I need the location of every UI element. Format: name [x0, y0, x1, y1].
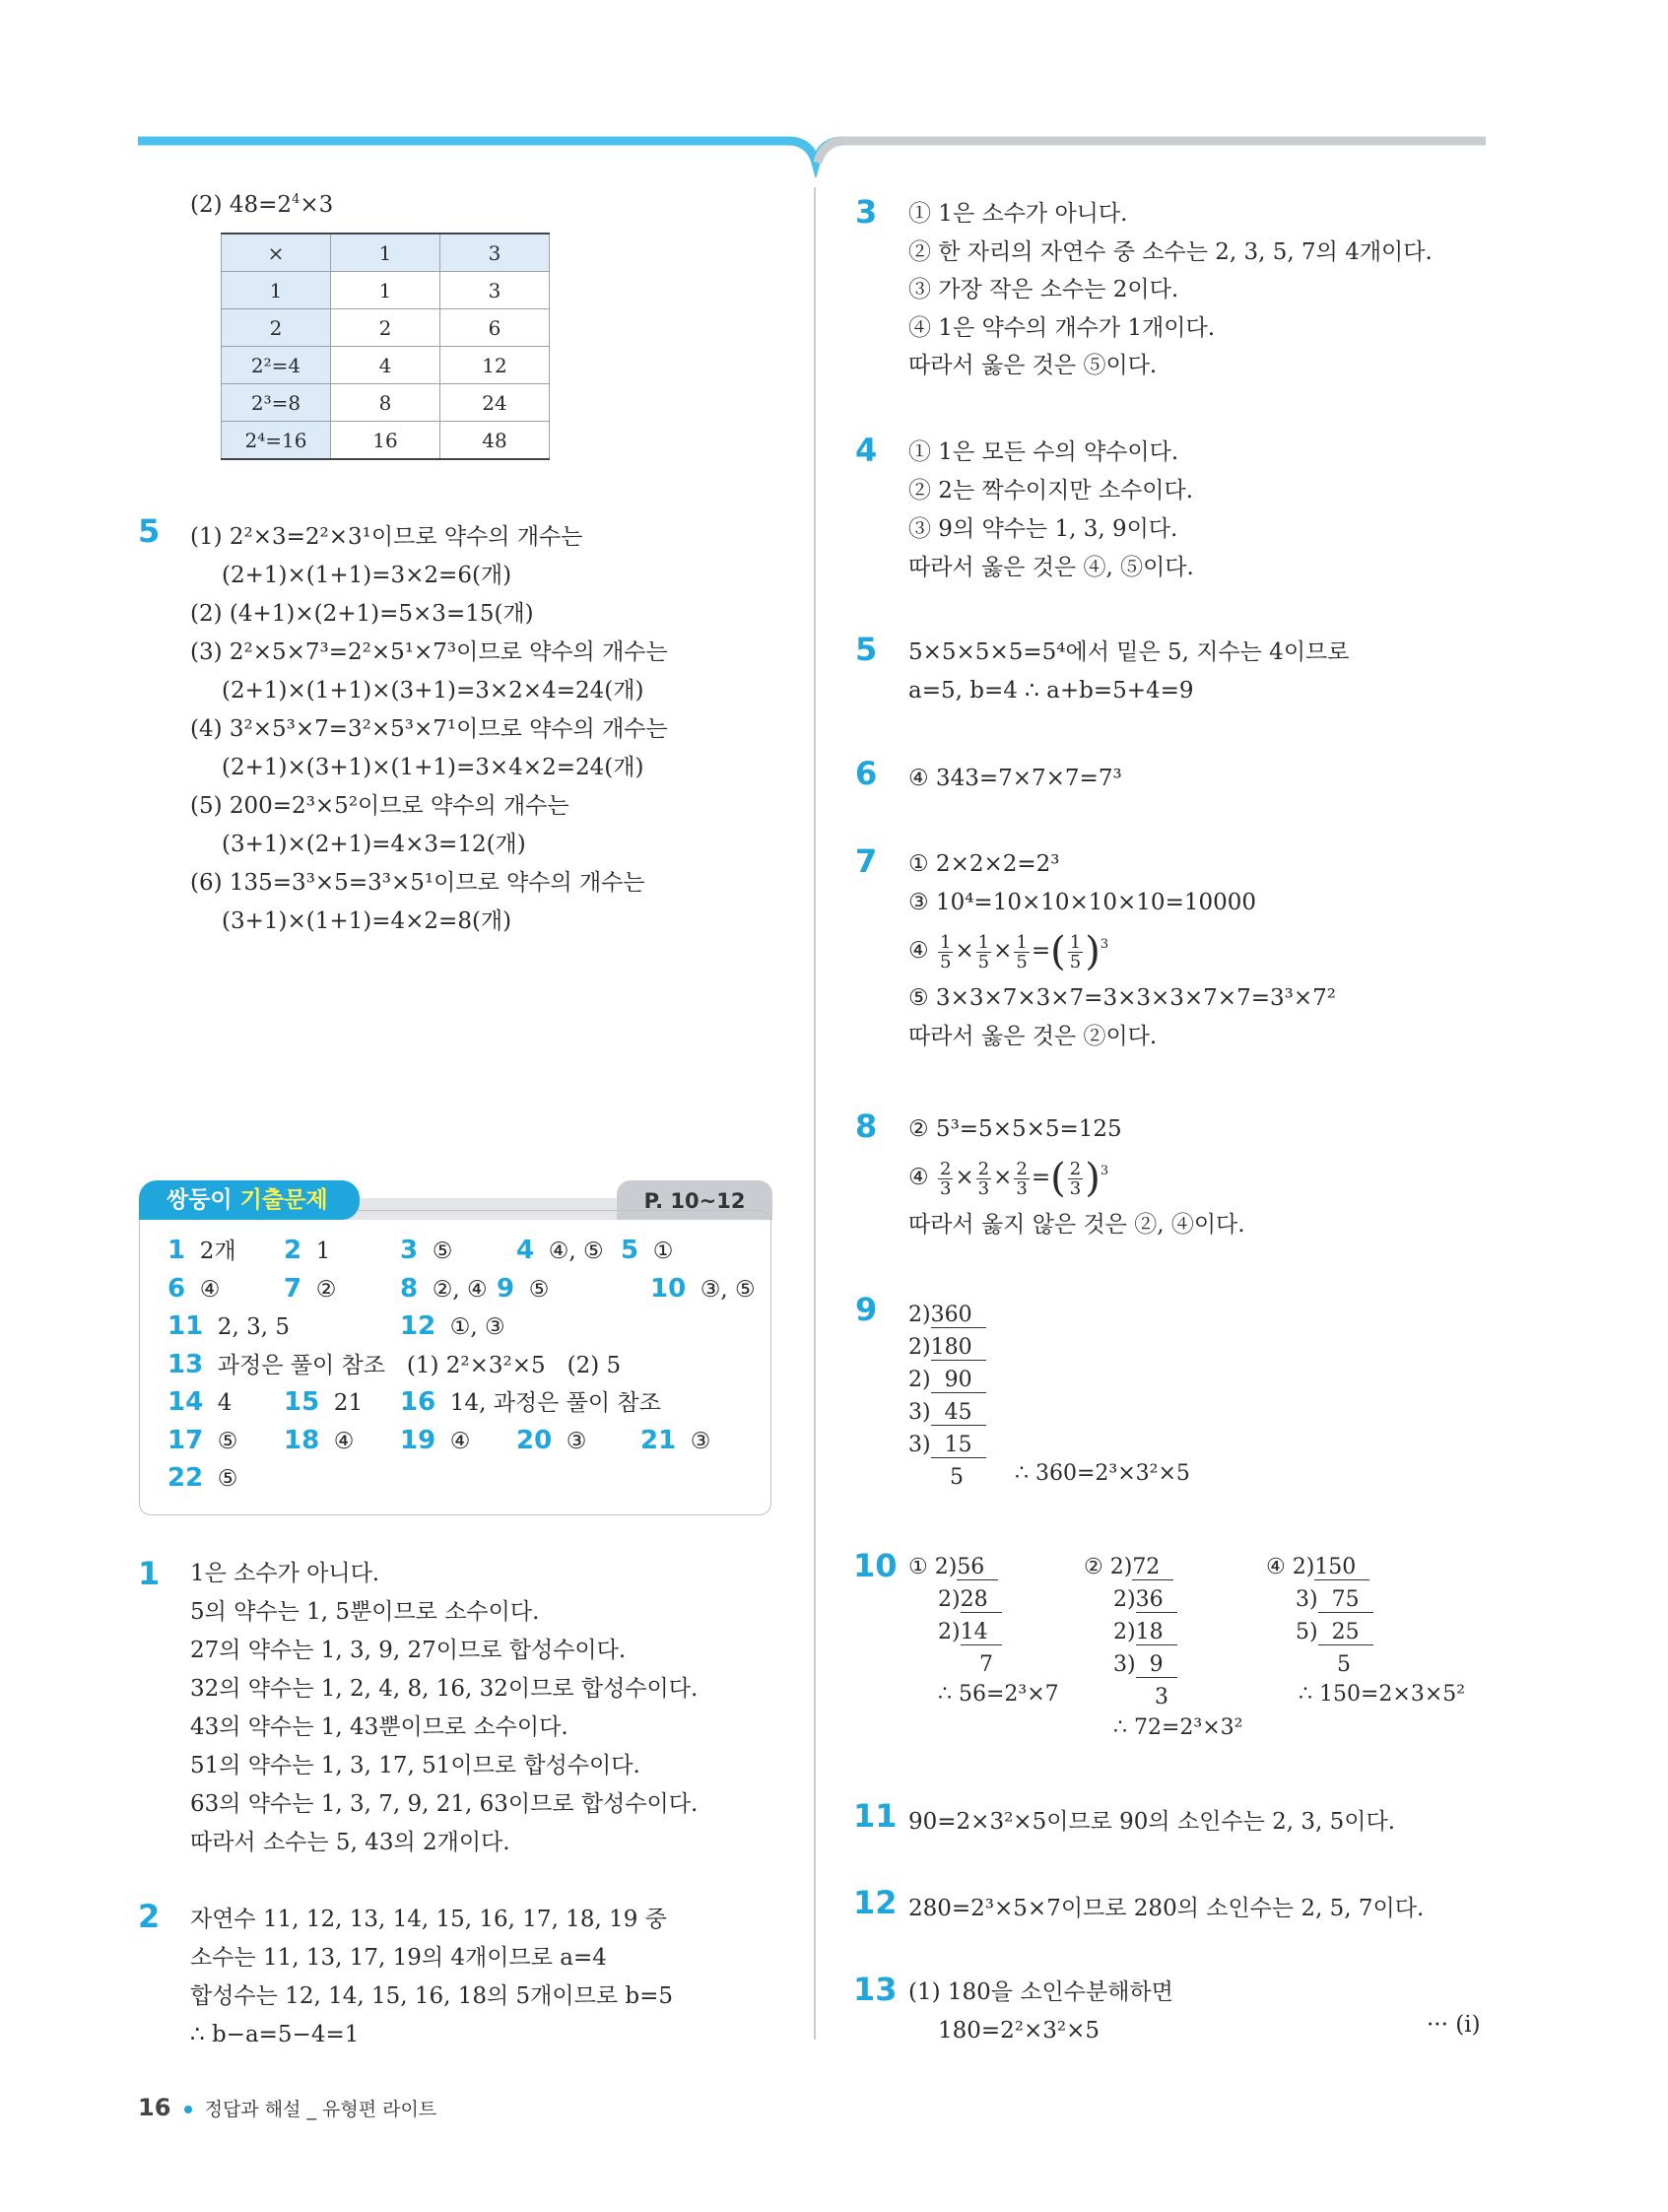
question-number-10: 10 — [853, 1547, 898, 1584]
answer-row — [167, 1422, 759, 1460]
table-cell: 12 — [440, 347, 550, 384]
left-q2-line-2: 소수는 11, 13, 17, 19의 4개이므로 a=4 — [190, 1945, 607, 1971]
left-q1-line-6: 51의 약수는 1, 3, 17, 51이므로 합성수이다. — [190, 1753, 640, 1778]
box-answer-19: 19 ④ — [400, 1425, 471, 1455]
result-10-c: ∴ 150=2×3×5² — [1299, 1682, 1466, 1707]
box-answers — [167, 1232, 759, 1498]
box-answer-17: 17 ⑤ — [167, 1425, 238, 1455]
division-row: 7 — [979, 1652, 993, 1677]
right-q5-line-2: a=5, b=4 ∴ a+b=5+4=9 — [908, 678, 1194, 704]
answer-7-fraction-line: ④ $\frac{1}{5}$ × $\frac{1}{5}$ × $\frac{1}{5}$ =( $\frac{1}{5}$ )$^3$ — [908, 929, 1109, 974]
table-cell: 2²=4 — [222, 347, 331, 384]
column-divider — [814, 187, 816, 2040]
footer — [138, 2094, 436, 2121]
box-answer-11: 11 2, 3, 5 — [167, 1311, 290, 1341]
division-row: 2)36 — [1113, 1587, 1177, 1612]
answer-7-line-1: ① 2×2×2=2³ — [908, 851, 1060, 877]
box-answer-10: 10 ③, ⑤ — [650, 1273, 756, 1304]
answer-8 — [908, 1110, 1245, 1244]
answer-3 — [908, 195, 1433, 385]
answer-12: 280=2³×5×7이므로 280의 소인수는 2, 5, 7이다. — [908, 1896, 1425, 1921]
left-q1-line-5: 43의 약수는 1, 43뿐이므로 소수이다. — [190, 1714, 568, 1740]
left-q1-line-7: 63의 약수는 1, 3, 7, 9, 21, 63이므로 합성수이다. — [190, 1791, 699, 1817]
box-page-range: P. 10~12 — [617, 1180, 772, 1220]
right-q3-line-5: 따라서 옳은 것은 ⑤이다. — [908, 353, 1158, 378]
answer-1 — [190, 1555, 698, 1862]
left-q1-line-8: 따라서 소수는 5, 43의 2개이다. — [190, 1830, 510, 1855]
left-q5-line-3: (2) (4+1)×(2+1)=5×3=15(개) — [190, 601, 534, 627]
division-row: ④ 2)150 — [1266, 1555, 1370, 1579]
right-q3-line-3: ③ 가장 작은 소수는 2이다. — [908, 277, 1179, 302]
left-q5-line-2: (2+1)×(1+1)=3×2=6(개) — [222, 563, 512, 588]
answer-8-fraction-line: ④ $\frac{2}{3}$ × $\frac{2}{3}$ × $\frac{2}{3}$ =( $\frac{2}{3}$ )$^3$ — [908, 1156, 1109, 1201]
box-answer-12: 12 ①, ③ — [400, 1311, 505, 1341]
left-q1-line-3: 27의 약수는 1, 3, 9, 27이므로 합성수이다. — [190, 1638, 627, 1663]
page-number: 16 — [138, 2094, 171, 2121]
question-number-13: 13 — [853, 1971, 898, 2008]
division-72 — [1084, 1551, 1177, 1713]
answer-5-left — [190, 518, 668, 941]
answer-row — [167, 1459, 759, 1498]
multiplication-table — [221, 233, 550, 460]
table-cell: 8 — [331, 384, 440, 422]
division-row: 2) 90 — [908, 1368, 986, 1392]
box-answer-3: 3 ⑤ — [400, 1236, 453, 1265]
division-row: 5 — [950, 1465, 964, 1490]
division-row: 2)28 — [938, 1587, 1002, 1612]
left-q5-line-7: (2+1)×(3+1)×(1+1)=3×4×2=24(개) — [222, 755, 644, 780]
answer-8-line-2: 따라서 옳지 않은 것은 ②, ④이다. — [908, 1212, 1245, 1238]
footer-dot — [184, 2106, 192, 2113]
division-56 — [908, 1551, 1002, 1681]
result-9: ∴ 360=2³×3²×5 — [1015, 1461, 1190, 1486]
box-answer-1: 1 2개 — [167, 1236, 236, 1265]
left-q2-line-3: 합성수는 12, 14, 15, 16, 18의 5개이므로 b=5 — [190, 1983, 673, 2009]
table-cell: 48 — [440, 422, 550, 460]
table-cell: 3 — [440, 272, 550, 309]
division-row: 2)360 — [908, 1303, 986, 1327]
table-cell: 4 — [331, 347, 440, 384]
left-q5-line-4: (3) 2²×5×7³=2²×5¹×7³이므로 약수의 개수는 — [190, 639, 668, 665]
division-row: 5) 25 — [1296, 1620, 1373, 1644]
box-answer-8: 8 ②, ④ — [400, 1273, 488, 1304]
question-number-11: 11 — [853, 1797, 898, 1835]
table-cell: 2 — [222, 309, 331, 347]
box-answer-13: 13 과정은 풀이 참조 (1) 2²×3²×5 (2) 5 — [167, 1349, 622, 1379]
box-answer-9: 9 ⑤ — [497, 1273, 550, 1304]
box-answer-21: 21 ③ — [640, 1425, 711, 1455]
table-row — [222, 347, 550, 384]
answer-8-line-1: ② 5³=5×5×5=125 — [908, 1116, 1122, 1142]
table-cell: 1 — [331, 272, 440, 309]
question-number-8: 8 — [855, 1107, 878, 1145]
table-cell: 1 — [222, 272, 331, 309]
division-row: 2)18 — [1113, 1620, 1177, 1644]
left-q5-line-8: (5) 200=2³×5²이므로 약수의 개수는 — [190, 793, 569, 819]
right-q3-line-4: ④ 1은 약수의 개수가 1개이다. — [908, 314, 1216, 341]
division-150 — [1266, 1551, 1373, 1681]
answer-13-line-2: 180=2²×3²×5 — [938, 2018, 1101, 2044]
left-q5-line-1: (1) 2²×3=2²×3¹이므로 약수의 개수는 — [190, 524, 583, 550]
answer-2 — [190, 1901, 673, 2054]
division-row: 2)180 — [908, 1335, 986, 1360]
right-q3-line-2: ② 한 자리의 자연수 중 소수는 2, 3, 5, 7의 4개이다. — [908, 238, 1433, 265]
left-q5-line-6: (4) 3²×5³×7=3²×5³×7¹이므로 약수의 개수는 — [190, 716, 668, 742]
box-answer-22: 22 ⑤ — [167, 1463, 238, 1493]
left-q5-line-10: (6) 135=3³×5=3³×5¹이므로 약수의 개수는 — [190, 870, 645, 896]
answer-7 — [908, 845, 1336, 1056]
question-number-12: 12 — [853, 1884, 898, 1921]
box-title: 쌍둥이 기출문제 — [139, 1180, 360, 1220]
right-q4-line-2: ② 2는 짝수이지만 소수이다. — [908, 478, 1194, 503]
question-number-4: 4 — [855, 432, 878, 469]
right-q4-line-3: ③ 9의 약수는 1, 3, 9이다. — [908, 516, 1178, 542]
right-q4-line-1: ① 1은 모든 수의 약수이다. — [908, 439, 1179, 465]
left-q2-line-4: ∴ b−a=5−4=1 — [190, 2022, 360, 2047]
left-q2-line-1: 자연수 11, 12, 13, 14, 15, 16, 17, 18, 19 중 — [190, 1907, 667, 1932]
table-row — [222, 384, 550, 422]
box-answer-18: 18 ④ — [284, 1425, 355, 1455]
answer-row — [167, 1383, 759, 1422]
division-row: 3 — [1155, 1685, 1168, 1709]
left-q5-line-9: (3+1)×(2+1)=4×3=12(개) — [222, 832, 526, 857]
division-row: ② 2)72 — [1084, 1555, 1174, 1579]
box-answer-7: 7 ② — [284, 1273, 337, 1304]
answer-13-marker: ··· (i) — [1427, 2012, 1481, 2038]
answer-7-line-2: ③ 10⁴=10×10×10×10=10000 — [908, 890, 1257, 915]
box-answer-16: 16 14, 과정은 풀이 참조 — [400, 1387, 661, 1417]
division-row: 3) 15 — [908, 1433, 986, 1457]
right-q5-line-1: 5×5×5×5=5⁴에서 밑은 5, 지수는 4이므로 — [908, 639, 1350, 665]
box-answer-2: 2 1 — [284, 1236, 331, 1265]
left-q1-line-1: 1은 소수가 아니다. — [190, 1561, 380, 1586]
division-row: 3) 9 — [1113, 1652, 1177, 1677]
box-answer-4: 4 ④, ⑤ — [516, 1236, 604, 1265]
answer-4 — [908, 434, 1194, 587]
answer-13-line-1: (1) 180을 소인수분해하면 — [908, 1979, 1173, 2005]
question-number-9: 9 — [855, 1291, 878, 1328]
box-answer-14: 14 4 — [167, 1387, 233, 1417]
answer-row — [167, 1232, 759, 1270]
result-10-a: ∴ 56=2³×7 — [938, 1682, 1059, 1707]
result-10-b: ∴ 72=2³×3² — [1113, 1715, 1243, 1740]
division-row: 3) 75 — [1296, 1587, 1373, 1612]
left-q1-line-2: 5의 약수는 1, 5뿐이므로 소수이다. — [190, 1599, 540, 1625]
division-row: ① 2)56 — [908, 1555, 999, 1579]
box-answer-6: 6 ④ — [167, 1273, 221, 1304]
right-q6-line-1: ④ 343=7×7×7=7³ — [908, 766, 1122, 791]
question-number-6: 6 — [855, 755, 878, 792]
box-answer-5: 5 ① — [621, 1236, 674, 1265]
table-cell: 3 — [440, 234, 550, 272]
left-q5-line-11: (3+1)×(1+1)=4×2=8(개) — [222, 908, 512, 934]
header-bar — [0, 0, 1668, 177]
table-cell: 16 — [331, 422, 440, 460]
answer-7-line-4: 따라서 옳은 것은 ②이다. — [908, 1024, 1158, 1049]
right-q3-line-1: ① 1은 소수가 아니다. — [908, 201, 1128, 227]
table-cell: 2⁴=16 — [222, 422, 331, 460]
table-row — [222, 272, 550, 309]
division-row: 5 — [1337, 1652, 1351, 1677]
table-cell: 1 — [331, 234, 440, 272]
table-cell: 2 — [331, 309, 440, 347]
table-cell: 6 — [440, 309, 550, 347]
table-row — [222, 234, 550, 272]
box-answer-20: 20 ③ — [516, 1425, 587, 1455]
question-number-3: 3 — [855, 193, 878, 231]
answer-row — [167, 1346, 759, 1384]
answer-7-line-3: ⑤ 3×3×7×3×7=3×3×3×7×7=3³×7² — [908, 985, 1336, 1011]
table-row — [222, 309, 550, 347]
answer-13 — [908, 1974, 1173, 2050]
left-q1-line-4: 32의 약수는 1, 2, 4, 8, 16, 32이므로 합성수이다. — [190, 1676, 699, 1702]
question-number-7: 7 — [855, 842, 878, 880]
question-number-5-left: 5 — [138, 512, 161, 550]
question-number-5-right: 5 — [855, 631, 878, 668]
question-number-1: 1 — [138, 1555, 161, 1592]
footer-text: 정답과 해설 _ 유형편 라이트 — [204, 2099, 437, 2120]
table-cell: × — [222, 234, 331, 272]
answer-6 — [908, 760, 1122, 798]
answer-row — [167, 1307, 759, 1346]
table-row — [222, 422, 550, 460]
right-q4-line-4: 따라서 옳은 것은 ④, ⑤이다. — [908, 555, 1194, 580]
division-360 — [908, 1299, 986, 1494]
item-4-2-heading: (2) $48=2^4\times 3$ — [190, 192, 334, 218]
question-number-2: 2 — [138, 1898, 161, 1935]
box-answer-15: 15 21 — [284, 1387, 364, 1417]
left-q5-line-5: (2+1)×(1+1)×(3+1)=3×2×4=24(개) — [222, 678, 644, 704]
answer-11: 90=2×3²×5이므로 90의 소인수는 2, 3, 5이다. — [908, 1809, 1396, 1835]
division-row: 2)14 — [938, 1620, 1002, 1644]
table-cell: 2³=8 — [222, 384, 331, 422]
answer-5-right — [908, 634, 1349, 710]
table-cell: 24 — [440, 384, 550, 422]
answer-row — [167, 1270, 759, 1308]
division-row: 3) 45 — [908, 1400, 986, 1425]
